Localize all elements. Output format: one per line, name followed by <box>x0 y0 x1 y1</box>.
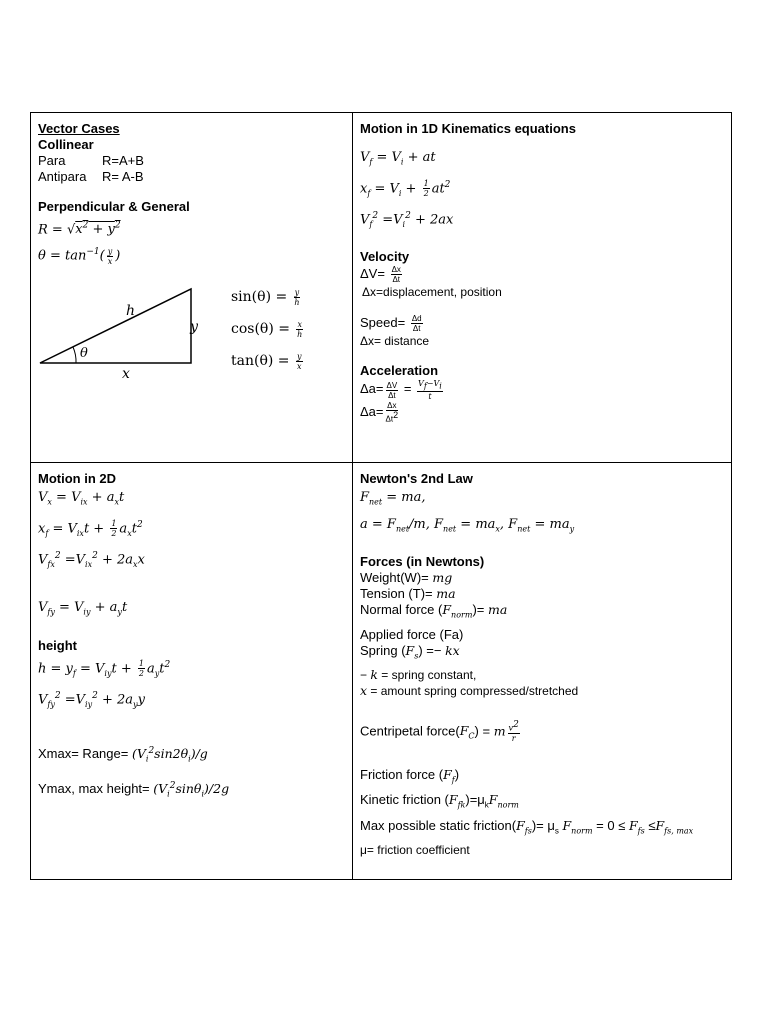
triangle-label-x: x <box>122 366 130 381</box>
normal-force-row: Normal force $(F_{norm})=$ ma <box>360 602 508 620</box>
resultant-equation: $R = √x^2 + y^2$ <box>38 221 121 238</box>
vector-cases-cell <box>31 113 353 463</box>
friction-row: Friction force $(F_f)$ <box>360 766 460 785</box>
acceleration-equation-1: Δa= $\frac{\Delta V}{\Delta t}$ = $\frac{V_f-V_i}{t}$ <box>360 379 442 402</box>
displacement-note: Δx=displacement, position <box>362 285 502 300</box>
position-equation: $x_f = V_i$ + $\frac{1}{2}$ $at^2$ <box>360 178 451 198</box>
acceleration-equation-2: Δa= $\frac{\Delta x}{\Delta t^2}$ <box>360 401 399 424</box>
fnet-equation: $F_{net}$ = ma, <box>360 490 426 507</box>
vfx-squared-equation: $V_{fx}^2 =V_{ix}^2 + 2a_xx$ <box>38 550 145 569</box>
triangle-label-y: y <box>190 319 198 335</box>
kinematics-1d-title: Motion in 1D Kinematics equations <box>360 121 576 136</box>
angle-equation: $\theta = \tan^{-1}$( $\frac{y}{x}$ ) <box>38 246 121 266</box>
forces-heading: Forces (in Newtons) <box>360 554 485 570</box>
kinematics-1d-cell <box>353 113 731 463</box>
motion-2d-cell <box>31 463 353 879</box>
cos-ratio: cos(θ) = $\frac{x}{h}$ <box>231 319 303 339</box>
trig-ratios <box>231 281 305 377</box>
static-friction-row: Max possible static $friction(F_{fs})= \mu_s$ $F_{norm} = 0 \le F_{fs} \le F_{fs, max}$ <box>360 818 694 836</box>
velocity-equation: ΔV= $\frac{\Delta x}{\Delta t}$ <box>360 265 401 285</box>
spring-constant-note: − k = spring constant, <box>360 667 477 683</box>
applied-force-row: Applied force (Fa) <box>360 626 464 642</box>
motion-2d-title: Motion in 2D <box>38 471 116 486</box>
collinear-heading: Collinear <box>38 137 94 152</box>
antipara-row: Antipara R= A-B <box>38 169 144 184</box>
xf-equation: $x_f = V_{ix}t$ + $\frac{1}{2}$ $a_xt^2$ <box>38 518 143 538</box>
velocity-squared-equation: $V_f^2 =V_i^2 + 2ax$ <box>360 210 454 229</box>
vector-cases-title: Vector Cases <box>38 121 120 136</box>
spring-displacement-note: x = amount spring compressed/stretched <box>360 683 579 699</box>
acceleration-heading: Acceleration <box>360 363 439 379</box>
velocity-heading: Velocity <box>360 249 410 265</box>
formula-sheet <box>30 112 732 880</box>
sin-ratio: sin(θ) = $\frac{y}{h}$ <box>231 287 300 307</box>
tan-ratio: tan(θ) = $\frac{y}{x}$ <box>231 351 302 371</box>
newton-title: Newton's 2nd Law <box>360 471 473 486</box>
triangle-label-theta: θ <box>80 346 88 361</box>
height-heading: height <box>38 638 77 654</box>
tension-row: Tension (T)= ma <box>360 586 456 602</box>
triangle-label-h: h <box>126 303 136 319</box>
max-height-equation: Ymax, max height= $(V_i^2\sin\theta_i)/2g$ <box>38 780 230 799</box>
perpendicular-heading: Perpendicular & General <box>38 199 190 214</box>
vfy-equation: $V_{fy} = V_{iy} + a_yt$ <box>38 600 128 618</box>
final-velocity-equation: $V_f = V_i$ + at <box>360 150 436 167</box>
speed-equation: Speed= $\frac{\Delta d}{\Delta t}$ <box>360 314 422 334</box>
range-equation: Xmax= Range= $(V_i^2\sin 2\theta_i)/g$ <box>38 745 208 764</box>
kinetic-friction-row: Kinetic friction $(F_{fk})=\mu_kF_{norm}$ <box>360 792 519 811</box>
weight-row: Weight(W)= mg <box>360 570 453 586</box>
newton-cell <box>353 463 731 879</box>
acceleration-components-equation: $a = F_{net}/m$, $F_{net} = ma_x$, $F_{net} = ma_y$ <box>360 516 575 534</box>
para-row: Para R=A+B <box>38 153 144 168</box>
spring-row: Spring $(F_s)$ =− kx <box>360 642 460 661</box>
height-equation: $h = y_f = V_{iy}t$ + $\frac{1}{2}$ $a_yt^2$ <box>38 659 171 679</box>
right-triangle-diagram <box>38 281 198 381</box>
vfy-squared-equation: $V_{fy}^2 =V_{iy}^2 + 2a_yy$ <box>38 690 145 709</box>
vx-equation: $V_x = V_{ix} + a_xt$ <box>38 490 125 507</box>
friction-coefficient-note: μ= friction coefficient <box>360 842 470 857</box>
centripetal-row: Centripetal $force(F_C) = m$ $\frac{v^2}{r}$ <box>360 720 519 743</box>
distance-note: Δx= distance <box>360 334 430 349</box>
